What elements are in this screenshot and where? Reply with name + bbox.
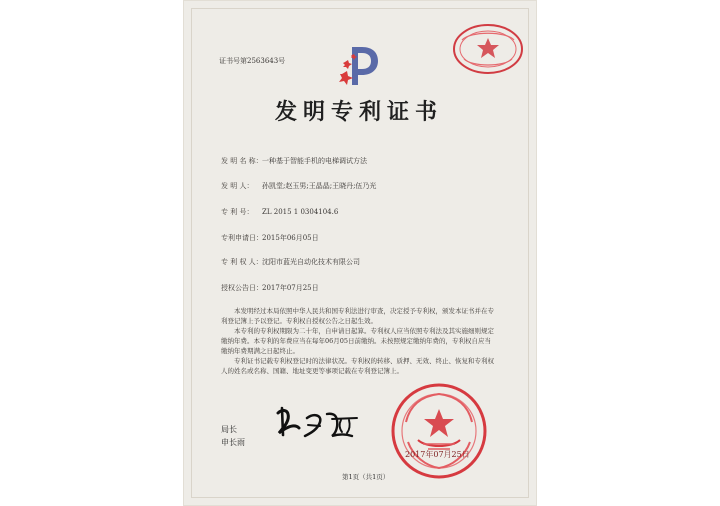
field-value-patent-number: ZL 2015 1 0304104.6 [262,208,339,216]
official-seal-icon [452,23,524,75]
signature-title: 局长 [221,425,237,434]
field-label-patentee: 专 利 权 人： [221,258,263,266]
patent-office-logo-icon [334,39,386,91]
field-label-patent-number: 专 利 号： [221,208,254,216]
field-label-application-date: 专利申请日： [221,234,263,242]
body-paragraph: 专利证书记载专利权登记时的法律状况。专利权的转移、质押、无效、终止、恢复和专利权人的姓名或名称、国籍、地址变更等事项记载在专利登记簿上。 [221,357,494,375]
government-seal-icon [390,382,488,480]
body-paragraph: 本发明经过本局依照中华人民共和国专利法进行审查，决定授予专利权，颁发本证书并在专利登记簿上予以登记。专利权自授权公告之日起生效。 [221,307,494,325]
field-label-grant-date: 授权公告日： [221,284,263,292]
body-paragraph: 本专利的专利权期限为二十年，自申请日起算。专利权人应当依照专利法及其实施细则规定缴纳年费。本专利的年费应当在每年06月05日前缴纳。未按照规定缴纳年费的，专利权自应当缴纳年费期满之日起终止。 [221,327,494,355]
field-value-application-date: 2015年06月05日 [262,234,319,242]
seal-date: 2017年07月25日 [405,450,470,459]
page-footer: 第1页（共1页） [342,473,390,481]
field-value-patentee: 沈阳市蓝光自动化技术有限公司 [262,258,360,266]
field-value-grant-date: 2017年07月25日 [262,284,319,292]
certificate-number: 证书号第2563643号 [219,57,286,65]
handwritten-signature-icon [272,405,362,443]
document-title: 发明专利证书 [275,99,444,125]
field-label-inventors: 发 明 人： [221,182,254,190]
field-value-invention-name: 一种基于智能手机的电梯调试方法 [262,157,367,165]
signature-name: 申长雨 [221,438,245,447]
field-value-inventors: 孙凯堂;赵玉男;王晶晶;王晓丹;伍乃光 [262,182,377,190]
field-label-invention-name: 发 明 名 称： [221,157,263,165]
certificate-body-text [221,306,497,376]
